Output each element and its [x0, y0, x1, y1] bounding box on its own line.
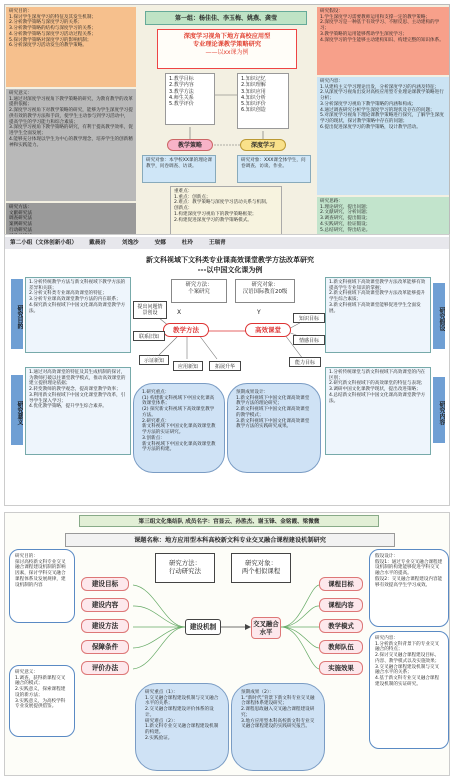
poster2-node: 能力目标	[289, 357, 321, 367]
poster3-right-node: 实施效果	[319, 661, 363, 675]
poster2-node: 知识目标	[293, 313, 325, 323]
poster2-center-left: 教学方法	[163, 323, 209, 337]
poster3-right-bot: 研究内容： 1.分析新文科背景下的专业交叉融合的特点； 2.探讨交叉融合课程建设目标、内容、教学模式以及实施效果； 3.交叉融合课程建设机制与交叉融合水平的关系； 4.基于新文科专业交叉融合课程建设机制的实证研究。	[369, 631, 449, 749]
poster3-left-node: 建设内容	[81, 598, 129, 612]
poster2-member: 王瑞青	[208, 240, 226, 246]
poster2-member: 刘逸沙	[121, 240, 139, 246]
strategy-item: 1.教学目标	[169, 76, 194, 82]
poster2-hypothesis-text: 1.新文科视域下高效课堂教学方法改革能够有效提高学生专业知识的掌握； 2.新文科视域下高效课堂教学方法改革能够提升学生综合素质； 3.新文科视域下高效课堂能够促进学生全面发展。	[325, 277, 431, 353]
poster1-group-title: 第一组：杨佳佳、李玉梅、姚燕、龚莹	[145, 11, 307, 25]
poster1-title-line2: 专业理论课教学策略研究	[192, 40, 262, 48]
poster2-label-hypothesis: 研究假设	[433, 283, 445, 349]
poster2-y-label: Y	[257, 309, 261, 316]
strategy-item: 3.教学方法	[169, 88, 194, 95]
poster1-right-bot: 研究思路： 1.理论研究，提出问题； 2.文献研究，分析问题； 3.调查研究，提出假设； 4.实践研究，验证假设； 5.总结研究，得出结论。	[317, 197, 449, 253]
poster2-purpose-text: 1.分析传统教学方法与新文科视域下教学方法的差异和关联； 2.分析文科类专业课高效课堂的特征； 3.分析专业课高效课堂教学方法的内在联系； 4.探究新文科视域下中国文化课高效课堂教学方法。	[25, 277, 131, 353]
poster2-member: 杜玲	[181, 240, 193, 246]
poster1-object-left: 研究对象：本学校XX课的理论课教学，问卷调查、访谈。	[142, 155, 216, 183]
poster1-title-box	[157, 29, 297, 69]
poster2-content-text: 1.分析传统课堂与新文科视域下高效课堂的内在区别； 2.研究新文科视域下的高效课堂的特征与表现； 3.调研中国文化课教学现状，提出改进策略； 4.总结新文科视域下中国文化课高效课堂教学方法。	[325, 367, 431, 455]
learning-item: 6.知识创造	[241, 107, 266, 114]
poster1-object-right: 研究对象：XXX课全体学生，问卷调查、访谈、作业。	[237, 155, 311, 183]
poster3-left-bot: 研究意义： 1.调查，获得新课程交叉融合的模式； 2.实践意义，探索课程建设的新方法； 3.实践意义，为高校学科专业发展提供借鉴。	[9, 665, 75, 737]
poster1-title-line1: 深度学习视角下地方高校应用型	[183, 33, 271, 40]
poster2-node: 应用新知	[173, 361, 203, 371]
poster2-x-label: X	[177, 309, 182, 316]
poster1-title-line3: ——以xx课为例	[205, 48, 249, 56]
poster3-right-node: 课程内容	[319, 598, 363, 612]
poster2-member: 安娜	[154, 240, 166, 246]
poster2-method-box: 研究方法： 个案研究	[171, 279, 227, 303]
poster2-group-line: 第二小组（文体创新小组）	[10, 240, 78, 246]
poster3-diagram-lines	[105, 573, 345, 683]
poster2-title-1: 新文科视域下文科类专业课高效课堂教学方法改革研究	[146, 256, 314, 264]
poster1-strategy-label: 教学策略	[167, 139, 213, 151]
poster3-right-node: 课程目标	[319, 577, 363, 591]
poster2-node: 联系旧知	[133, 331, 165, 341]
poster3-left-top: 研究目的： 探讨高校新文科专业交叉融合课程建设机制的影响因素，探讨学科交叉融合课程体系及发展规律，建设机制的内容	[9, 549, 75, 623]
poster-1	[4, 4, 450, 254]
poster2-bottom-right: 预期成果设计： 1.新文科视域下中国文化课高效课堂教学方法的理论研究； 2.新文科视域下中国文化课高效课堂的教学模式； 3.新文科视域下中国文化课高效课堂教学方法的实践研究成果。	[227, 383, 321, 473]
poster2-meaning-text: 1.通过对高效课堂的特征及其生成机制的探讨，为教师打破以往课堂教学模式，推动高效课堂的建立提供理论依据； 2.转变教师的教学观念，提高课堂教学效率； 3.利用新文科视域下中国文化课堂教学改革，引导学生深入学习； 4.优化教学策略，提升学生综合素养。	[25, 367, 131, 455]
poster2-title-2: ---以中国文化课为例	[197, 266, 263, 274]
poster3-left-node: 建设方法	[81, 619, 129, 633]
poster2-label-meaning: 研究意义	[11, 375, 23, 445]
poster3-method-1: 研究方法： 行动研究法	[155, 553, 215, 583]
poster1-left-bot: 研究方法： 文献研究法 调查研究法 案例研究法 行动研究法	[6, 203, 136, 253]
poster1-center-bottom: 重难点： 1.重点：创新点； 2.难点：教学策略与深度学习活动关系与机制。 创新点： 1.构建深度学习视角下的教学策略框架； 2.构建促进深度学习的教学策略模式。	[170, 186, 282, 246]
poster1-right-top: 研究假设： 1.学生深度学习需要教师运用和支撑一定的教学策略； 2.深度学习是一种基于有效学习、不断反思、主动建构的学习； 3.教学策略的运用能够帮助学生深度学习； 4.深度学习的学生能够主动建构知识、构建完整的知识体系。	[317, 7, 449, 75]
poster3-method-2: 研究对象： 两个相似课程	[231, 553, 291, 583]
poster1-right-mid: 研究内容： 1.从建构主义学习理论出发，分析深度学习的内涵及特征； 2.从深度学习视角出发对高校应用型专业理论课教学策略进行分析； 3.分析深度学习视角下教学策略的内涵和构成； 4.通过调查研究分析学生深度学习的现状及存在的问题； 5.对深度学习视角下理论课教学策略进行探究，了解学生深度学习的现状，探讨教学策略中存在的问题； 6.提出促进深度学习的教学策略，设计教学活动。	[317, 77, 449, 195]
strategy-item: 2.教学内容	[169, 82, 194, 89]
learning-item: 1.知识记忆	[241, 76, 266, 82]
poster2-label-purpose: 研究目的	[11, 279, 23, 349]
learning-item: 2.知识理解	[241, 82, 266, 89]
poster1-left-mid: 研究意义： 1.通过对深度学习视角下教学策略的研究，为教育教学的改革提供依据； 2.深度学习视角下对教学策略的研究，能够为学生深度学习提供有效的教学方法和手段，使学生主动参与到学习活动中，提高学生的学习能力和综合素质； 3.深度学习视角下教学策略的研究，有利于提高教学效率，促进学生全面发展； 4.能够充分体现以学生为中心的教学理念，培养学生的创新精神和实践能力。	[6, 89, 136, 201]
learning-item: 3.知识应用	[241, 88, 266, 95]
strategy-item: 5.教学评价	[169, 101, 194, 107]
poster2-node: 提出问题情景创设	[133, 301, 167, 319]
poster2-object-box: 研究对象： 汉语国际教育20级	[235, 279, 295, 303]
poster1-learning-label: 深度学习	[240, 139, 286, 151]
poster2-center-right: 高效课堂	[245, 323, 291, 337]
poster3-right-top: 假设设计： 假设1：通过专业交叉融合课程建设机制的构建能够促进学科交叉融合水平的提高。 假设2：交叉融合课程建设内容能够有效提高学生学习成效。	[369, 549, 449, 627]
poster2-node: 拓展升华	[209, 361, 241, 371]
poster3-group-line: 第三组文化集结队 成员名字：宫显云、孙胜杰、谢玉锋、金铭霞、梁微微	[79, 515, 379, 527]
poster-3	[4, 512, 450, 776]
poster2-node: 情感目标	[293, 335, 325, 345]
learning-item: 4.知识分析	[241, 94, 266, 101]
learning-item: 5.知识评价	[241, 101, 266, 107]
poster2-node: 示证新知	[139, 355, 169, 365]
poster3-left-node: 建设目标	[81, 577, 129, 591]
poster3-center-left: 建设机制	[185, 619, 221, 635]
poster2-label-content: 研究内容	[433, 377, 445, 443]
poster-2	[4, 234, 450, 506]
poster1-left-top: 研究目的： 1.探讨学生深度学习的特征及其发生机制； 2.分析教学策略与深度学习的关系； 3.分析教学策略的结构与深度学习的关系； 4.分析教学策略与深度学习活动过程关系； 5.探讨教学策略对深度学习的影响机制； 6.分析深度学习活动发生的教学策略。	[6, 7, 136, 87]
poster3-left-node: 保障条件	[81, 640, 129, 654]
poster3-bottom-left: 研究重点（1）： 1.交叉融合课程建设机制与交叉融合水平的关系； 2.交叉融合课程建设评价体系的设计。 研究难点（2）： 1.新文科专业交叉融合课程建设机制的构建。 2.实践验证。	[135, 683, 229, 771]
strategy-item: 4.师生关系	[169, 94, 194, 101]
poster3-title: 课题名称：地方应用型本科高校新文科专业交叉融合课程建设机制研究	[65, 533, 395, 547]
poster3-right-node: 教学模式	[319, 619, 363, 633]
poster3-right-node: 教师队伍	[319, 640, 363, 654]
poster3-bottom-right: 预期成果（2）： 1.“新时代”背景下新文科专业交叉融合课程体系建设研究； 2.课程思政融入交叉融合课程建设研究； 3.地方应用型本科高校新文科专业交叉融合课程建设的实践研究报告。	[231, 683, 325, 771]
poster3-left-node: 评价办法	[81, 661, 129, 675]
poster2-member: 戴晨岩	[89, 240, 106, 246]
poster2-header-bar	[5, 237, 449, 249]
poster3-center-right: 交叉融合水平	[251, 617, 281, 639]
poster2-bottom-left: 1.研究重点： (1) 构建新文科视域下中国文化课高效课堂体系； (2) 探究新文科视域下高效课堂教学方法。 2.研究难点： 新文科视域下中国文化课高效课堂教学方法的实证研究。 3.创新点： 新文科视域下中国文化课高效课堂教学方法的构建。	[133, 383, 225, 473]
